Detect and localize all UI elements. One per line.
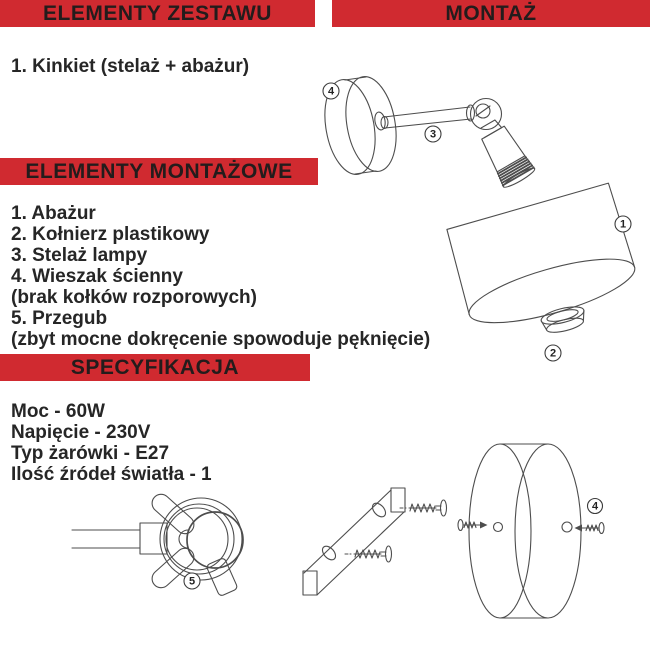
list-item: (zbyt mocne dokręcenie spowoduje pęknięcie) — [11, 329, 431, 350]
section-header-set-elements: ELEMENTY ZESTAWU — [0, 0, 315, 27]
spec-item: Ilość źródeł światła - 1 — [11, 464, 212, 485]
list-item: 4. Wieszak ścienny — [11, 266, 183, 287]
svg-text:5: 5 — [188, 575, 196, 588]
ring-cylinder — [469, 444, 581, 618]
section-header-specification: SPECYFIKACJA — [0, 354, 310, 381]
part-label-arm — [425, 126, 441, 142]
svg-text:2: 2 — [549, 347, 557, 360]
part-label-ring-mount — [588, 499, 603, 514]
part-label-collar — [545, 345, 561, 361]
list-item: (brak kołków rozporowych) — [11, 287, 257, 308]
bracket-bar — [303, 488, 405, 595]
lampshade-drawing — [445, 183, 641, 336]
set-elements-item: 1. Kinkiet (stelaż + abażur) — [11, 56, 250, 77]
specification-list — [11, 401, 212, 485]
spec-item: Moc - 60W — [11, 401, 105, 422]
arm-sleeve — [140, 523, 167, 554]
arm-rod — [72, 530, 140, 548]
screw-icon — [575, 523, 605, 534]
part-label-shade — [615, 216, 631, 232]
section-header-mounting-elements: ELEMENTY MONTAŻOWE — [0, 158, 318, 185]
joint-closeup-diagram — [60, 488, 270, 608]
svg-text:3: 3 — [429, 128, 437, 141]
list-item: 1. Abażur — [11, 203, 96, 224]
part-label-wall-mount — [323, 83, 339, 99]
screw-icon — [400, 500, 447, 516]
svg-text:4: 4 — [591, 500, 599, 513]
mounting-ring-diagram — [450, 435, 650, 630]
list-item: 5. Przegub — [11, 308, 108, 329]
assembly-exploded-diagram — [300, 60, 650, 380]
list-item: 2. Kołnierz plastikowy — [11, 224, 210, 245]
plastic-collar-drawing — [540, 303, 588, 335]
svg-text:1: 1 — [619, 218, 627, 231]
list-item: 3. Stelaż lampy — [11, 245, 148, 266]
screw-icon — [458, 520, 488, 531]
part-label-joint — [184, 573, 200, 589]
spec-item: Typ żarówki - E27 — [11, 443, 170, 464]
spec-item: Napięcie - 230V — [11, 422, 151, 443]
socket-drawing — [472, 115, 536, 190]
svg-text:4: 4 — [327, 85, 335, 98]
section-header-assembly: MONTAŻ — [332, 0, 650, 27]
screw-icon — [345, 546, 392, 562]
